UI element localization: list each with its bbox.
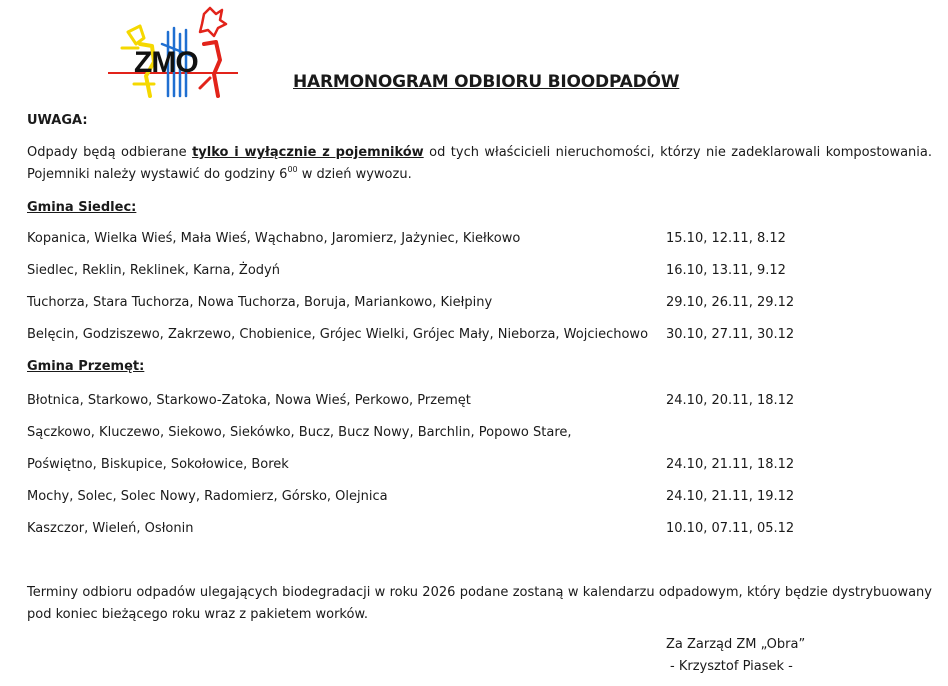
row-dates: 24.10, 21.11, 19.12 xyxy=(666,489,795,504)
page-title: HARMONOGRAM ODBIORU BIOODPADÓW xyxy=(293,72,680,92)
row-dates: 24.10, 21.11, 18.12 xyxy=(666,457,795,472)
row-places: Siedlec, Reklin, Reklinek, Karna, Żodyń xyxy=(27,263,280,278)
row-places: Belęcin, Godziszewo, Zakrzewo, Chobienice, Grójec Wielki, Grójec Mały, Nieborza, Wojciechowo xyxy=(27,327,649,342)
schedule-row xyxy=(27,487,932,507)
schedule-row xyxy=(27,391,932,411)
row-places: Kaszczor, Wieleń, Osłonin xyxy=(27,521,194,536)
row-places: Sączkowo, Kluczewo, Siekowo, Siekówko, Bucz, Bucz Nowy, Barchlin, Popowo Stare, xyxy=(27,425,572,440)
notice-paragraph: Odpady będą odbierane tylko i wyłącznie z pojemników od tych właścicieli nieruchomości, którzy nie zadeklarowali kompostowania. Pojemniki należy wystawić do godziny $6^{00}$ w dzień wywozu. xyxy=(27,145,932,182)
row-places: Tuchorza, Stara Tuchorza, Nowa Tuchorza, Boruja, Mariankowo, Kiełpiny xyxy=(27,295,493,310)
schedule-row xyxy=(27,261,932,281)
schedule-row xyxy=(27,519,932,539)
logo-letters: ZMO xyxy=(134,46,198,79)
row-dates: 30.10, 27.11, 30.12 xyxy=(666,327,795,342)
schedule-row xyxy=(27,293,932,313)
row-dates: 15.10, 12.11, 8.12 xyxy=(666,231,786,246)
row-dates: 16.10, 13.11, 9.12 xyxy=(666,263,786,278)
notice-emphasis: tylko i wyłącznie z pojemników xyxy=(192,145,424,160)
gmina-siedlec-heading: Gmina Siedlec: xyxy=(27,200,137,215)
schedule-row xyxy=(27,229,932,249)
signature-line-2: - Krzysztof Piasek - xyxy=(670,659,793,674)
schedule-row xyxy=(27,455,932,475)
row-places: Mochy, Solec, Solec Nowy, Radomierz, Górsko, Olejnica xyxy=(27,489,388,504)
row-places: Błotnica, Starkowo, Starkowo-Zatoka, Nowa Wieś, Perkowo, Przemęt xyxy=(27,393,471,408)
row-dates: 10.10, 07.11, 05.12 xyxy=(666,521,795,536)
gmina-przemet-heading: Gmina Przemęt: xyxy=(27,359,145,374)
schedule-row xyxy=(27,423,932,443)
row-dates: 29.10, 26.11, 29.12 xyxy=(666,295,795,310)
zmo-logo xyxy=(106,4,240,102)
schedule-row xyxy=(27,325,932,345)
row-places: Kopanica, Wielka Wieś, Mała Wieś, Wąchabno, Jaromierz, Jażyniec, Kiełkowo xyxy=(27,231,521,246)
row-places: Poświętno, Biskupice, Sokołowice, Borek xyxy=(27,457,289,472)
notice-label: UWAGA: xyxy=(27,113,88,128)
footer-note: Terminy odbioru odpadów ulegających biodegradacji w roku 2026 podane zostaną w kalendarzu odpadowym, który będzie dystrybuowany pod koniec bieżącego roku wraz z pakietem worków. xyxy=(27,585,932,622)
row-dates: 24.10, 20.11, 18.12 xyxy=(666,393,795,408)
signature-line-1: Za Zarząd ZM „Obra” xyxy=(666,637,806,652)
